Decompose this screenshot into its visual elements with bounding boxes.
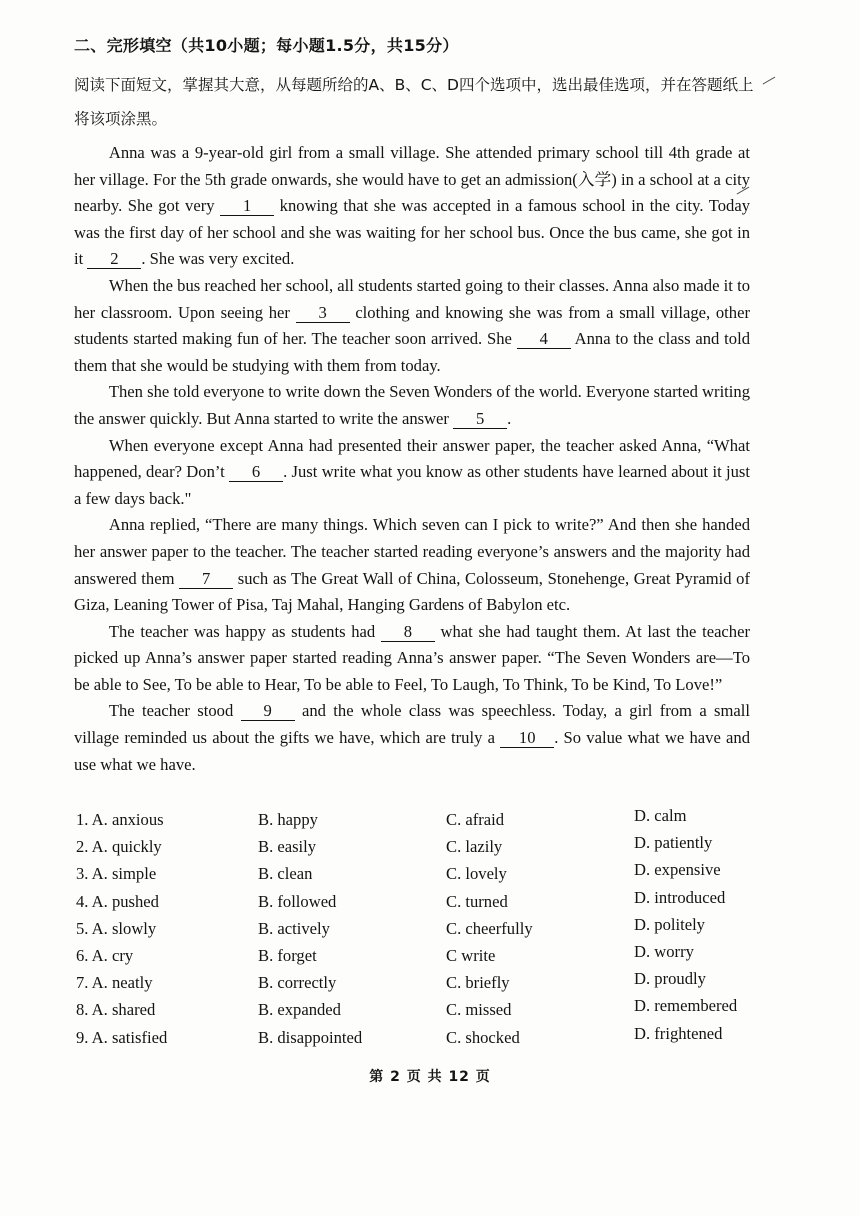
blank-1: 1 xyxy=(220,197,274,216)
passage-paragraph xyxy=(74,698,750,778)
option-d: D. introduced xyxy=(634,887,726,907)
option-b: B. clean xyxy=(258,864,313,884)
option-b: B. followed xyxy=(258,891,337,911)
passage-text: Anna was a 9-year-old girl from a small village. She attended primary school till 4th grade at her village. For the 5th grade onwards, she would have to get an admission(入学) in a school at a city nearby. She got very xyxy=(74,143,750,216)
blank-8: 8 xyxy=(381,623,435,642)
section-title: 二、完形填空（共10小题；每小题1.5分，共15分） xyxy=(74,36,459,55)
option-a: 1. A. anxious xyxy=(76,810,164,829)
option-b: B. forget xyxy=(258,945,317,965)
option-b: B. happy xyxy=(258,810,318,829)
passage-text: knowing that she was accepted in a famous school in the city. Today was the first day of her school and she was waiting for her school bus. Once the bus came, she got in it xyxy=(74,196,751,269)
option-c: C. turned xyxy=(446,891,508,911)
option-c: C write xyxy=(446,945,496,965)
passage-text: . She was very excited. xyxy=(141,249,295,269)
option-c: C. briefly xyxy=(446,973,510,993)
passage-text: . Just write what you know as other students have learned about it just a few days back." xyxy=(74,462,750,508)
blank-7: 7 xyxy=(179,570,233,589)
passage-text: Then she told everyone to write down the Seven Wonders of the world. Everyone started writing the answer quickly. But Anna started to write the answer xyxy=(74,382,750,428)
passage-text: The teacher stood xyxy=(108,701,241,721)
option-b: B. disappointed xyxy=(258,1027,363,1047)
passage-paragraph xyxy=(74,619,750,699)
passage-text: and the whole class was speechless. Today, a girl from a small village reminded us about the gifts we have, which are truly a xyxy=(74,701,750,748)
section-instructions: 阅读下面短文，掌握其大意，从每题所给的A、B、C、D四个选项中，选出最佳选项，并在答题纸上将该项涂黑。 xyxy=(74,76,754,128)
option-d: D. politely xyxy=(634,914,705,934)
passage-text: Anna to the class and told them that she would be studying with them from today. xyxy=(74,329,750,375)
option-d: D. proudly xyxy=(634,969,706,989)
passage-paragraph xyxy=(74,512,750,618)
option-a: 3. A. simple xyxy=(76,864,157,884)
passage-text: what she had taught them. At last the teacher picked up Anna’s answer paper started reading Anna’s answer paper. “The Seven Wonders are—To be able to See, To be able to Hear, To be able to Feel, To Laugh, To Think, To be Kind, To Love!” xyxy=(74,621,750,694)
passage-paragraph xyxy=(74,273,750,379)
passage-text: . So value what we have and use what we have. xyxy=(74,728,750,774)
answer-options xyxy=(74,806,774,1051)
option-a: 9. A. satisfied xyxy=(76,1027,168,1047)
option-c: C. lazily xyxy=(446,837,503,857)
option-d: D. worry xyxy=(634,941,694,961)
blank-10: 10 xyxy=(500,729,554,748)
option-c: C. cheerfully xyxy=(446,918,533,938)
option-a: 2. A. quickly xyxy=(76,837,162,857)
option-a: 5. A. slowly xyxy=(76,918,157,938)
passage-text: The teacher was happy as students had xyxy=(108,621,381,641)
option-b: B. easily xyxy=(258,837,317,857)
option-c: C. missed xyxy=(446,1000,512,1020)
blank-4: 4 xyxy=(517,330,571,349)
option-c: C. shocked xyxy=(446,1027,520,1047)
passage-text: When everyone except Anna had presented their answer paper, the teacher asked Anna, “What happened, dear? Don’t xyxy=(74,435,750,482)
option-d: D. patiently xyxy=(634,833,713,853)
option-d: D. remembered xyxy=(634,996,738,1016)
passage-paragraph xyxy=(74,433,750,513)
option-c: C. afraid xyxy=(446,810,505,829)
passage-text: clothing and knowing she was from a small village, other students started making fun of her. The teacher soon arrived. She xyxy=(74,302,750,349)
passage-text: such as The Great Wall of China, Colosseum, Stonehenge, Great Pyramid of Giza, Leaning Tower of Pisa, Taj Mahal, Hanging Gardens of Babylon etc. xyxy=(74,568,750,615)
option-a: 4. A. pushed xyxy=(76,891,159,911)
option-b: B. actively xyxy=(258,918,330,938)
blank-5: 5 xyxy=(453,410,507,429)
option-a: 8. A. shared xyxy=(76,1000,156,1020)
option-b: B. correctly xyxy=(258,973,337,993)
option-a: 6. A. cry xyxy=(76,945,134,965)
option-d: D. frightened xyxy=(634,1023,723,1043)
passage-paragraph xyxy=(74,379,750,432)
passage-paragraph xyxy=(74,140,750,273)
question-options-9 xyxy=(74,1024,774,1051)
option-c: C. lovely xyxy=(446,864,507,884)
passage-text: Anna replied, “There are many things. Which seven can I pick to write?” And then she handed her answer paper to the teacher. The teacher started reading everyone’s answers and the majority had answered them xyxy=(74,515,750,588)
pen-mark xyxy=(763,77,776,85)
option-a: 7. A. neatly xyxy=(76,973,153,993)
passage-text: When the bus reached her school, all students started going to their classes. Anna also made it to her classroom. Upon seeing her xyxy=(74,275,750,322)
option-d: D. expensive xyxy=(634,860,721,880)
blank-6: 6 xyxy=(229,463,283,482)
blank-9: 9 xyxy=(241,702,295,721)
option-b: B. expanded xyxy=(258,1000,341,1020)
option-d: D. calm xyxy=(634,806,687,825)
page-number: 第 2 页 共 12 页 xyxy=(369,1069,491,1085)
blank-2: 2 xyxy=(87,250,141,269)
cloze-passage xyxy=(74,140,750,778)
blank-3: 3 xyxy=(296,304,350,323)
passage-text: . xyxy=(507,408,512,428)
